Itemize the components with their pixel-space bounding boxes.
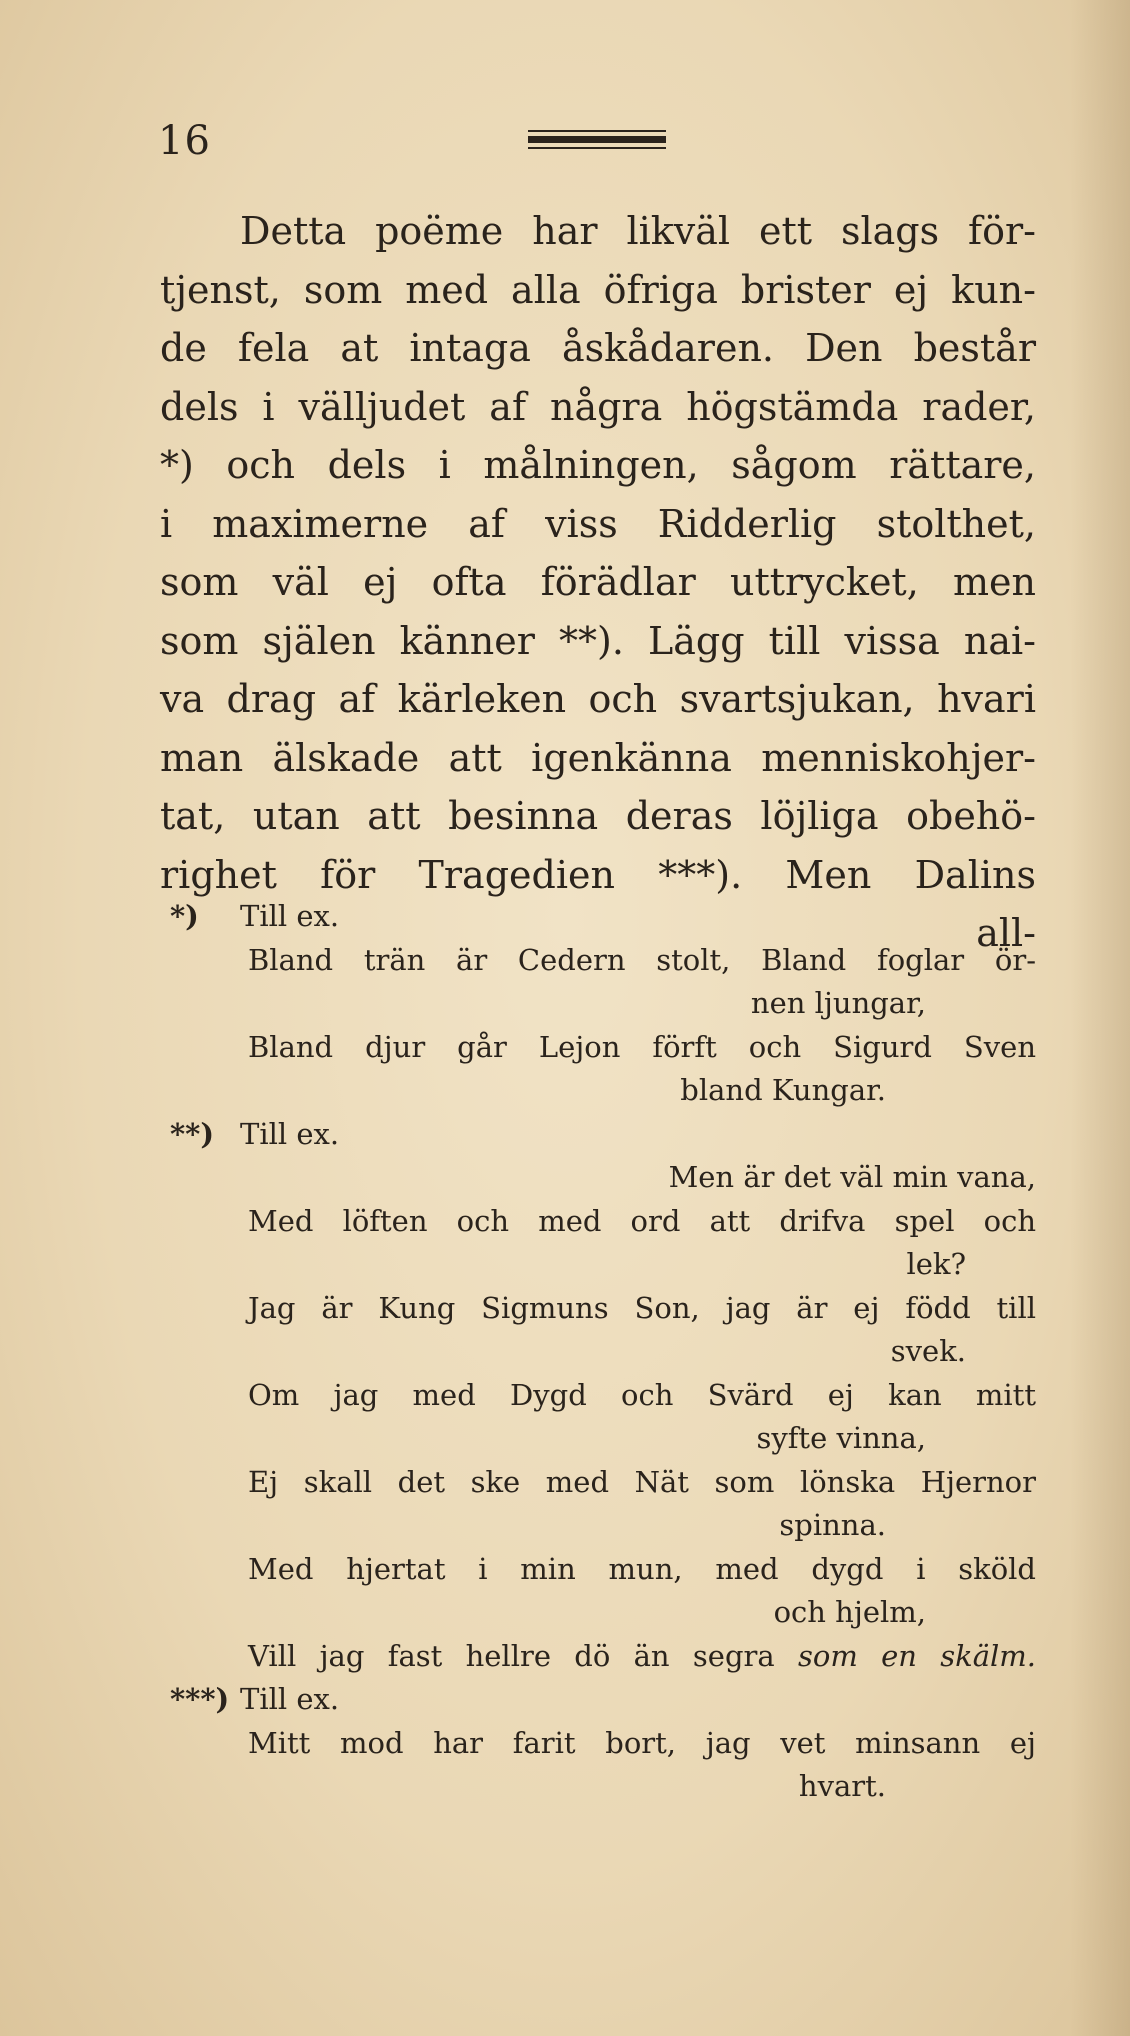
footnote-intro: Till ex. bbox=[240, 1682, 340, 1716]
body-line: va drag af kärleken och svartsjukan, hvari bbox=[160, 677, 1036, 721]
footnote-1-heading bbox=[160, 895, 1036, 939]
body-line: som väl ej ofta förädlar uttrycket, men bbox=[160, 560, 1036, 604]
header-ornament bbox=[528, 130, 666, 152]
footnote-verse-line: Med hjertat i min mun, med dygd i sköld bbox=[248, 1551, 1036, 1586]
footnote-verse-continuation: syfte vinna, bbox=[756, 1421, 926, 1455]
footnote-intro: Till ex. bbox=[240, 899, 340, 933]
body-line: dels i välljudet af några högstämda rader, bbox=[160, 384, 1036, 429]
footnote-verse-continuation: och hjelm, bbox=[773, 1595, 926, 1629]
footnote-marker: *) bbox=[170, 899, 199, 933]
footnote-verse-line: Med löften och med ord att drifva spel och bbox=[248, 1203, 1036, 1238]
footnote-verse-continuation: nen ljungar, bbox=[750, 986, 926, 1020]
footnote-verse-text: Vill jag fast hellre dö än segra bbox=[248, 1638, 775, 1673]
footnote-marker: ***) bbox=[170, 1682, 230, 1716]
body-line: tjenst, som med alla öfriga brister ej kun- bbox=[160, 267, 1036, 312]
footnote-marker: **) bbox=[170, 1116, 215, 1151]
footnote-verse-continuation: svek. bbox=[890, 1334, 966, 1368]
footnote-verse-continuation: lek? bbox=[906, 1247, 966, 1281]
footnote-intro: Till ex. bbox=[240, 1116, 340, 1151]
footnote-verse-line: Om jag med Dygd och Svärd ej kan mitt bbox=[248, 1377, 1036, 1412]
body-line: man älskade att igenkänna menniskohjer- bbox=[160, 735, 1036, 780]
footnote-verse-line: Bland djur går Lejon förft och Sigurd Sven bbox=[248, 1029, 1036, 1064]
footnote-3-heading bbox=[160, 1678, 1036, 1722]
body-paragraph bbox=[160, 202, 1036, 963]
page-edge-shadow bbox=[1070, 0, 1130, 2036]
body-line: Detta poëme har likväl ett slags för- bbox=[240, 209, 1036, 253]
body-line: i maximerne af viss Ridderlig stolthet, bbox=[160, 501, 1036, 546]
body-line: tat, utan att besinna deras löjliga obehö- bbox=[160, 794, 1036, 838]
page-number: 16 bbox=[158, 118, 211, 164]
footnotes bbox=[160, 895, 1036, 1809]
footnote-verse-continuation: bland Kungar. bbox=[680, 1073, 886, 1107]
footnote-2-heading bbox=[160, 1113, 1036, 1157]
body-line: righet för Tragedien ***). Men Dalins bbox=[160, 852, 1036, 897]
body-line: som själen känner **). Lägg till vissa nai- bbox=[160, 618, 1036, 663]
footnote-verse-line bbox=[160, 1635, 1036, 1679]
footnote-verse-continuation: spinna. bbox=[779, 1508, 886, 1542]
footnote-verse-line: Bland trän är Cedern stolt, Bland foglar ör- bbox=[248, 942, 1036, 977]
ornament-rule-thick bbox=[528, 136, 666, 143]
footnote-verse-line: Men är det väl min vana, bbox=[668, 1160, 1036, 1194]
footnote-verse-line: Jag är Kung Sigmuns Son, jag är ej född till bbox=[248, 1290, 1036, 1325]
body-line-catchword: all- bbox=[976, 911, 1036, 955]
body-line: de fela at intaga åskådaren. Den består bbox=[160, 326, 1036, 370]
footnote-verse-italic: som en skälm. bbox=[797, 1638, 1037, 1673]
footnote-verse-line: Ej skall det ske med Nät som lönska Hjernor bbox=[248, 1464, 1036, 1499]
footnote-verse-continuation: hvart. bbox=[798, 1769, 886, 1803]
ornament-rule-top bbox=[528, 130, 666, 132]
body-line: *) och dels i målningen, sågom rättare, bbox=[160, 443, 1036, 487]
ornament-rule-bottom bbox=[528, 147, 666, 149]
footnote-verse-line: Mitt mod har farit bort, jag vet minsann ej bbox=[248, 1725, 1036, 1760]
